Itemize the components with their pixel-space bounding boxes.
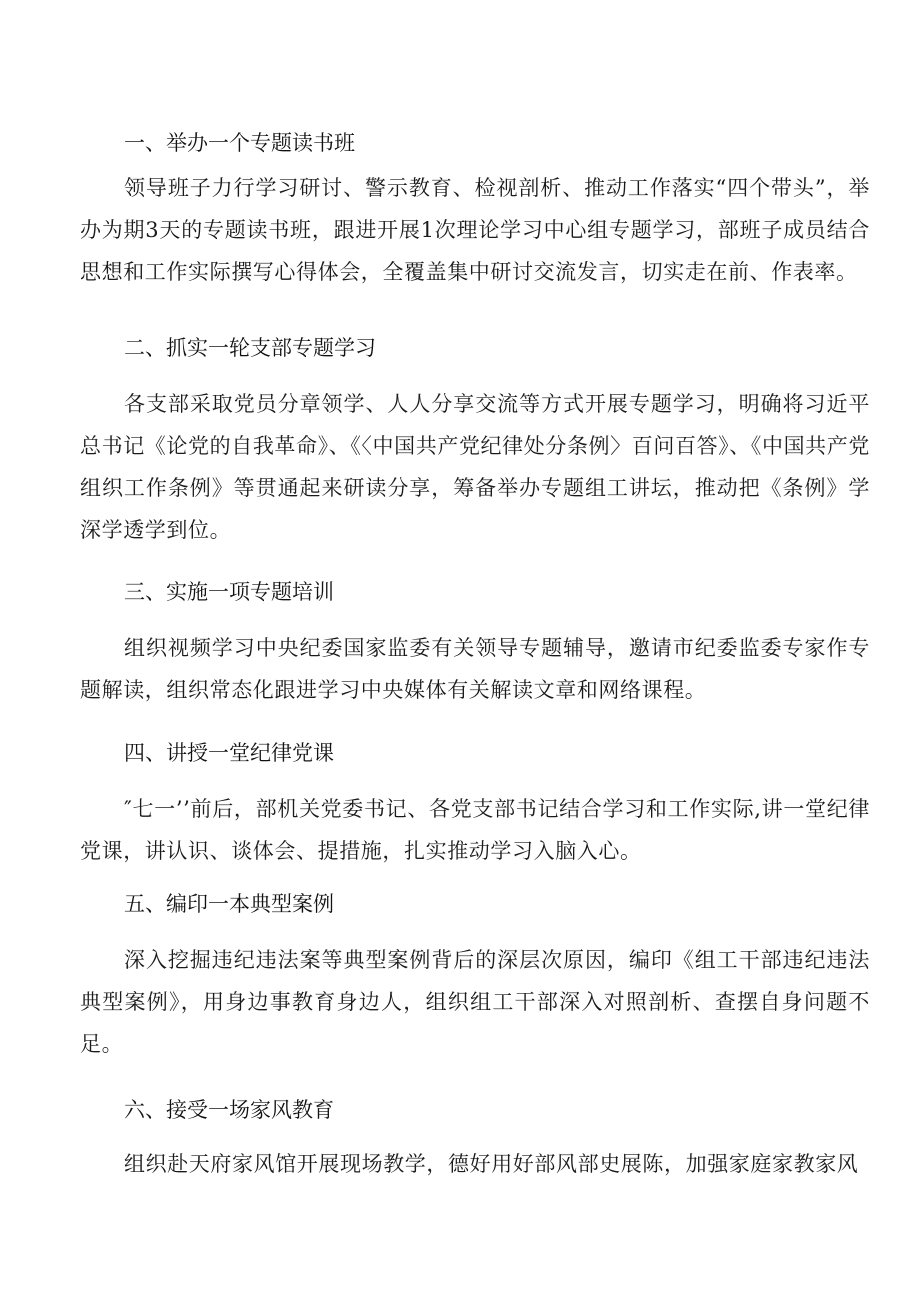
section-2-heading: 二、抓实一轮支部专题学习 [124, 336, 376, 360]
section-3-body: 组织视频学习中央纪委国家监委有关领导专题辅导，邀请市纪委监委专家作专题解读，组织常态化跟进学习中央媒体有关解读文章和网络课程。 [80, 636, 870, 702]
section-1-heading: 一、举办一个专题读书班 [124, 131, 355, 155]
section-6-heading: 六、接受一场家风教育 [124, 1098, 334, 1122]
section-2-body: 各支部采取党员分章领学、人人分享交流等方式开展专题学习，明确将习近平总书记《论党的自我革命》、《〈中国共产党纪律处分条例〉百问百答》、《中国共产党组织工作条例》等贯通起来研读分享，筹备举办专题组工讲坛，推动把《条例》学深学透学到位。 [80, 392, 870, 542]
section-5-heading: 五、编印一本典型案例 [124, 892, 334, 916]
section-1-body: 领导班子力行学习研讨、警示教育、检视剖析、推动工作落实“四个带头”，举办为期3天的专题读书班，跟进开展1次理论学习中心组专题学习，部班子成员结合思想和工作实际撰写心得体会，全覆盖集中研讨交流发言，切实走在前、作表率。 [80, 176, 870, 284]
section-5-body: 深入挖掘违纪违法案等典型案例背后的深层次原因，编印《组工干部违纪违法典型案例》，用身边事教育身边人，组织组工干部深入对照剖析、查摆自身问题不足。 [80, 948, 870, 1056]
section-6-body: 组织赴天府家风馆开展现场教学，德好用好部风部史展陈，加强家庭家教家风 [124, 1152, 859, 1176]
section-4-heading: 四、讲授一堂纪律党课 [124, 741, 334, 765]
section-3-heading: 三、实施一项专题培训 [124, 580, 334, 604]
section-4-body: ″七一’’前后，部机关党委书记、各党支部书记结合学习和工作实际,讲一堂纪律党课，讲认识、谈体会、提措施，扎实推动学习入脑入心。 [80, 797, 870, 863]
